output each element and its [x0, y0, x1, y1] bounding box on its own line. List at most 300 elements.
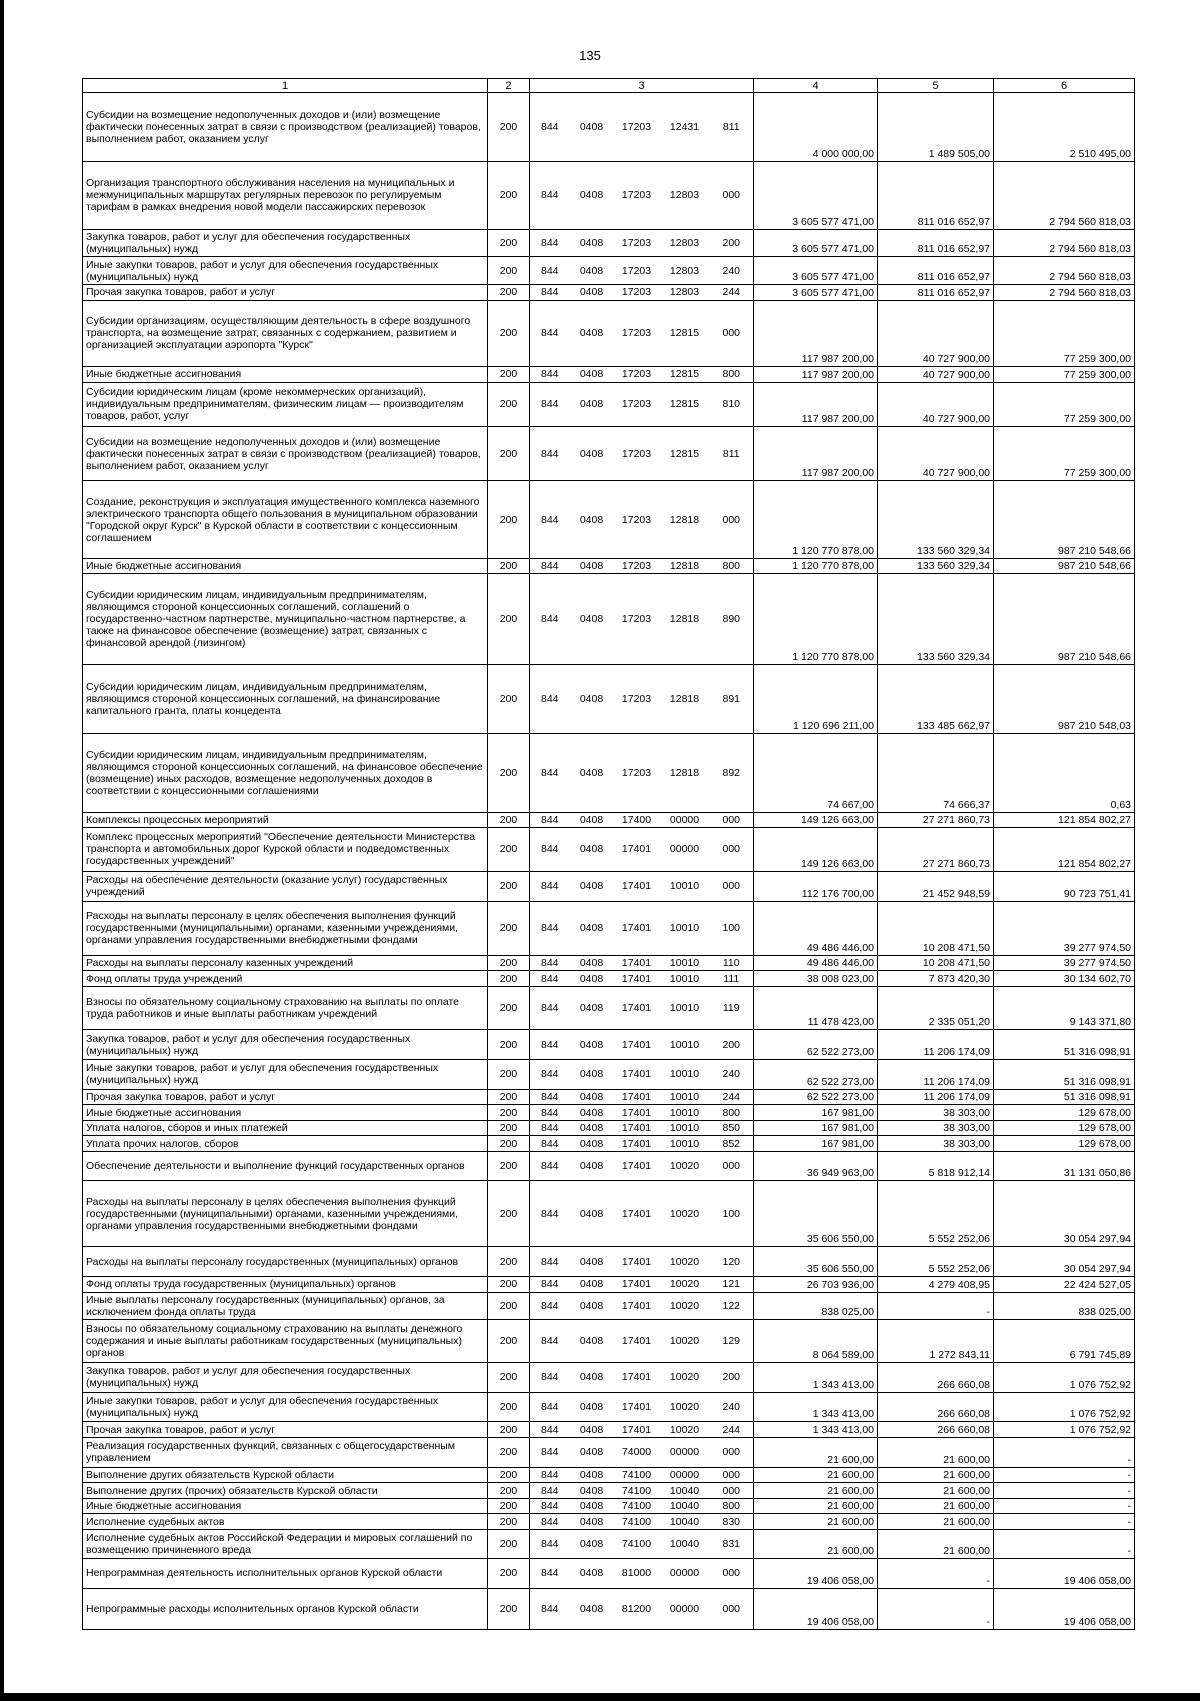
row-code-4: 74100: [614, 1498, 660, 1514]
row-code-4: 17203: [614, 285, 660, 301]
row-code-6: 890: [710, 574, 754, 665]
row-amount-3: 2 794 560 818,03: [994, 257, 1135, 285]
row-code-2: 844: [530, 427, 570, 481]
row-code-2: 844: [530, 574, 570, 665]
row-amount-1: 3 605 577 471,00: [754, 257, 878, 285]
table-row: [83, 382, 1135, 426]
row-code-1: 200: [488, 1105, 530, 1121]
row-amount-1: 35 606 550,00: [754, 1247, 878, 1277]
row-name: Непрограммная деятельность исполнительных органов Курской области: [83, 1558, 488, 1588]
header-col-5: 5: [878, 79, 994, 93]
row-amount-2: 74 666,37: [878, 734, 994, 813]
row-code-2: 844: [530, 1030, 570, 1060]
row-amount-3: 121 854 802,27: [994, 812, 1135, 828]
row-amount-1: 19 406 058,00: [754, 1558, 878, 1588]
row-code-1: 200: [488, 367, 530, 383]
row-amount-2: 10 208 471,50: [878, 901, 994, 955]
row-code-2: 844: [530, 1392, 570, 1422]
row-amount-1: 21 600,00: [754, 1467, 878, 1483]
row-code-4: 17203: [614, 229, 660, 257]
row-amount-1: 1 343 413,00: [754, 1422, 878, 1438]
row-code-4: 17401: [614, 1060, 660, 1090]
row-code-1: 200: [488, 1422, 530, 1438]
row-amount-2: 40 727 900,00: [878, 367, 994, 383]
row-code-4: 17401: [614, 1151, 660, 1180]
row-amount-1: 19 406 058,00: [754, 1588, 878, 1629]
row-name: Исполнение судебных актов Российской Федерации и мировых соглашений по возмещению причиненного вреда: [83, 1529, 488, 1558]
row-amount-3: 129 678,00: [994, 1105, 1135, 1121]
row-code-4: 17203: [614, 382, 660, 426]
row-code-6: 122: [710, 1292, 754, 1320]
row-code-3: 0408: [570, 162, 614, 230]
table-row: [83, 1467, 1135, 1483]
row-amount-1: 62 522 273,00: [754, 1030, 878, 1060]
table-row: [83, 367, 1135, 383]
row-code-4: 17401: [614, 1180, 660, 1247]
row-amount-3: 121 854 802,27: [994, 828, 1135, 871]
row-code-3: 0408: [570, 971, 614, 987]
row-code-1: 200: [488, 1120, 530, 1136]
row-code-3: 0408: [570, 901, 614, 955]
row-code-4: 17203: [614, 558, 660, 574]
row-code-6: 800: [710, 1105, 754, 1121]
row-amount-1: 49 486 446,00: [754, 955, 878, 971]
row-amount-1: 36 949 963,00: [754, 1151, 878, 1180]
row-code-6: 811: [710, 427, 754, 481]
row-amount-2: 38 303,00: [878, 1105, 994, 1121]
row-code-1: 200: [488, 1498, 530, 1514]
row-code-4: 17203: [614, 257, 660, 285]
row-code-6: 000: [710, 1483, 754, 1499]
row-amount-1: 21 600,00: [754, 1498, 878, 1514]
row-amount-2: -: [878, 1292, 994, 1320]
row-amount-1: 117 987 200,00: [754, 300, 878, 367]
row-code-2: 844: [530, 1151, 570, 1180]
row-amount-3: 9 143 371,80: [994, 986, 1135, 1029]
row-code-5: 12431: [660, 93, 710, 162]
row-name: Расходы на обеспечение деятельности (оказание услуг) государственных учреждений: [83, 871, 488, 901]
table-row: [83, 1320, 1135, 1362]
row-code-6: 244: [710, 1422, 754, 1438]
row-code-3: 0408: [570, 1180, 614, 1247]
row-code-6: 891: [710, 665, 754, 734]
row-amount-2: 133 560 329,34: [878, 481, 994, 559]
table-row: [83, 1514, 1135, 1530]
row-amount-3: 77 259 300,00: [994, 382, 1135, 426]
row-code-4: 74100: [614, 1529, 660, 1558]
row-amount-2: 21 600,00: [878, 1437, 994, 1467]
row-code-6: 200: [710, 229, 754, 257]
row-code-1: 200: [488, 558, 530, 574]
row-code-5: 00000: [660, 1558, 710, 1588]
row-code-1: 200: [488, 971, 530, 987]
row-code-2: 844: [530, 1498, 570, 1514]
row-name: Уплата налогов, сборов и иных платежей: [83, 1120, 488, 1136]
row-name: Прочая закупка товаров, работ и услуг: [83, 1422, 488, 1438]
row-name: Расходы на выплаты персоналу государственных (муниципальных) органов: [83, 1247, 488, 1277]
row-name: Иные бюджетные ассигнования: [83, 1105, 488, 1121]
row-code-3: 0408: [570, 1136, 614, 1152]
row-code-1: 200: [488, 1060, 530, 1090]
row-name: Расходы на выплаты персоналу казенных учреждений: [83, 955, 488, 971]
row-code-4: 81000: [614, 1558, 660, 1588]
row-code-3: 0408: [570, 1362, 614, 1392]
header-row: [83, 79, 1135, 93]
row-code-4: 17401: [614, 828, 660, 871]
row-amount-2: 21 600,00: [878, 1467, 994, 1483]
table-row: [83, 1060, 1135, 1090]
table-row: [83, 955, 1135, 971]
row-code-5: 12818: [660, 481, 710, 559]
row-amount-1: 117 987 200,00: [754, 382, 878, 426]
row-name: Комплекс процессных мероприятий "Обеспечение деятельности Министерства транспорта и автомобильных дорог Курской области и подведомственных государственных учреждений": [83, 828, 488, 871]
scan-edge-bottom: [0, 1693, 1200, 1701]
row-name: Субсидии на возмещение недополученных доходов и (или) возмещение фактически понесенных затрат в связи с производством (реализацией) товаров, выполнением работ, оказанием услуг: [83, 427, 488, 481]
row-code-6: 810: [710, 382, 754, 426]
row-amount-3: 2 510 495,00: [994, 93, 1135, 162]
table-row: [83, 1483, 1135, 1499]
row-code-6: 000: [710, 1467, 754, 1483]
row-code-3: 0408: [570, 828, 614, 871]
row-code-1: 200: [488, 300, 530, 367]
row-code-3: 0408: [570, 1292, 614, 1320]
row-code-1: 200: [488, 1483, 530, 1499]
row-code-5: 10020: [660, 1292, 710, 1320]
row-code-2: 844: [530, 1292, 570, 1320]
row-code-1: 200: [488, 734, 530, 813]
row-code-5: 12815: [660, 300, 710, 367]
row-code-4: 17401: [614, 1422, 660, 1438]
table-row: [83, 1588, 1135, 1629]
row-code-6: 800: [710, 558, 754, 574]
row-name: Субсидии юридическим лицам (кроме некоммерческих организаций), индивидуальным предпринимателям, физическим лицам — производителям товаров, работ, услуг: [83, 382, 488, 426]
row-code-3: 0408: [570, 955, 614, 971]
row-code-1: 200: [488, 665, 530, 734]
row-amount-1: 3 605 577 471,00: [754, 285, 878, 301]
row-amount-2: 27 271 860,73: [878, 828, 994, 871]
row-amount-2: 133 560 329,34: [878, 558, 994, 574]
table-row: [83, 229, 1135, 257]
row-code-2: 844: [530, 871, 570, 901]
row-code-2: 844: [530, 481, 570, 559]
row-amount-2: 2 335 051,20: [878, 986, 994, 1029]
row-name: Организация транспортного обслуживания населения на муниципальных и межмуниципальных маршрутах регулярных перевозок по регулируемым тарифам в рамках внедрения новой модели пассажирских перевозок: [83, 162, 488, 230]
row-code-5: 10020: [660, 1422, 710, 1438]
row-code-3: 0408: [570, 285, 614, 301]
row-code-1: 200: [488, 1089, 530, 1105]
table-body: [83, 79, 1135, 1630]
table-row: [83, 574, 1135, 665]
row-code-2: 844: [530, 734, 570, 813]
row-code-5: 10020: [660, 1362, 710, 1392]
row-code-3: 0408: [570, 1392, 614, 1422]
row-code-6: 100: [710, 901, 754, 955]
row-amount-1: 1 120 696 211,00: [754, 665, 878, 734]
row-code-2: 844: [530, 229, 570, 257]
row-code-5: 10040: [660, 1529, 710, 1558]
table-row: [83, 1558, 1135, 1588]
row-amount-2: 811 016 652,97: [878, 162, 994, 230]
row-code-4: 17203: [614, 574, 660, 665]
row-amount-3: 0,63: [994, 734, 1135, 813]
row-code-2: 844: [530, 971, 570, 987]
row-code-1: 200: [488, 382, 530, 426]
row-code-1: 200: [488, 1467, 530, 1483]
row-code-3: 0408: [570, 574, 614, 665]
row-code-5: 10020: [660, 1151, 710, 1180]
row-name: Исполнение судебных актов: [83, 1514, 488, 1530]
row-name: Взносы по обязательному социальному страхованию на выплаты по оплате труда работников и иные выплаты работникам учреждений: [83, 986, 488, 1029]
row-amount-1: 149 126 663,00: [754, 812, 878, 828]
row-code-2: 844: [530, 1514, 570, 1530]
row-amount-3: 19 406 058,00: [994, 1558, 1135, 1588]
row-amount-2: 811 016 652,97: [878, 285, 994, 301]
row-name: Уплата прочих налогов, сборов: [83, 1136, 488, 1152]
row-code-2: 844: [530, 986, 570, 1029]
row-code-2: 844: [530, 1558, 570, 1588]
row-amount-1: 62 522 273,00: [754, 1089, 878, 1105]
row-code-2: 844: [530, 162, 570, 230]
row-code-4: 17203: [614, 734, 660, 813]
row-code-3: 0408: [570, 93, 614, 162]
row-amount-3: 77 259 300,00: [994, 427, 1135, 481]
row-amount-2: 5 552 252,06: [878, 1247, 994, 1277]
row-amount-2: 811 016 652,97: [878, 257, 994, 285]
scan-edge-left: [0, 0, 4, 1701]
row-name: Прочая закупка товаров, работ и услуг: [83, 285, 488, 301]
row-amount-2: 5 552 252,06: [878, 1180, 994, 1247]
row-name: Непрограммные расходы исполнительных органов Курской области: [83, 1588, 488, 1629]
table-row: [83, 1136, 1135, 1152]
row-amount-3: 90 723 751,41: [994, 871, 1135, 901]
table-row: [83, 971, 1135, 987]
row-amount-1: 167 981,00: [754, 1136, 878, 1152]
row-code-1: 200: [488, 229, 530, 257]
row-code-3: 0408: [570, 734, 614, 813]
row-code-4: 17203: [614, 162, 660, 230]
row-amount-2: 21 600,00: [878, 1498, 994, 1514]
row-name: Выполнение других (прочих) обязательств Курской области: [83, 1483, 488, 1499]
row-amount-2: 21 600,00: [878, 1529, 994, 1558]
table-row: [83, 1180, 1135, 1247]
row-code-6: 240: [710, 1060, 754, 1090]
row-code-5: 10040: [660, 1498, 710, 1514]
row-code-1: 200: [488, 1558, 530, 1588]
row-amount-2: 7 873 420,30: [878, 971, 994, 987]
row-code-6: 811: [710, 93, 754, 162]
row-amount-2: 133 560 329,34: [878, 574, 994, 665]
row-amount-3: 6 791 745,89: [994, 1320, 1135, 1362]
row-code-2: 844: [530, 285, 570, 301]
row-amount-3: 987 210 548,66: [994, 574, 1135, 665]
row-code-2: 844: [530, 1422, 570, 1438]
row-code-3: 0408: [570, 1529, 614, 1558]
row-amount-1: 1 343 413,00: [754, 1392, 878, 1422]
row-code-1: 200: [488, 257, 530, 285]
row-amount-2: 21 600,00: [878, 1483, 994, 1499]
row-amount-1: 62 522 273,00: [754, 1060, 878, 1090]
row-name: Иные закупки товаров, работ и услуг для обеспечения государственных (муниципальных) нужд: [83, 1060, 488, 1090]
row-code-1: 200: [488, 1151, 530, 1180]
row-code-3: 0408: [570, 1247, 614, 1277]
row-code-4: 17401: [614, 1120, 660, 1136]
row-code-2: 844: [530, 382, 570, 426]
row-amount-2: 4 279 408,95: [878, 1277, 994, 1293]
row-code-5: 10010: [660, 986, 710, 1029]
row-code-6: 244: [710, 1089, 754, 1105]
row-code-6: 000: [710, 1558, 754, 1588]
row-amount-1: 21 600,00: [754, 1483, 878, 1499]
row-code-1: 200: [488, 1180, 530, 1247]
row-amount-3: -: [994, 1514, 1135, 1530]
row-code-4: 74100: [614, 1467, 660, 1483]
header-col-1: 1: [83, 79, 488, 93]
row-code-6: 121: [710, 1277, 754, 1293]
row-amount-3: 987 210 548,66: [994, 481, 1135, 559]
row-amount-2: 5 818 912,14: [878, 1151, 994, 1180]
row-amount-1: 112 176 700,00: [754, 871, 878, 901]
row-code-6: 800: [710, 367, 754, 383]
row-code-5: 12815: [660, 367, 710, 383]
row-code-6: 240: [710, 1392, 754, 1422]
row-code-5: 10010: [660, 1136, 710, 1152]
row-code-1: 200: [488, 1514, 530, 1530]
row-code-4: 17401: [614, 1362, 660, 1392]
row-amount-3: 39 277 974,50: [994, 955, 1135, 971]
row-amount-3: -: [994, 1437, 1135, 1467]
table-row: [83, 1247, 1135, 1277]
table-row: [83, 1151, 1135, 1180]
row-code-5: 00000: [660, 1437, 710, 1467]
row-amount-1: 21 600,00: [754, 1514, 878, 1530]
row-amount-1: 3 605 577 471,00: [754, 229, 878, 257]
row-name: Расходы на выплаты персоналу в целях обеспечения выполнения функций государственными (муниципальными) органами, казенными учреждениями, органами управления государственными внебюджетными фондами: [83, 1180, 488, 1247]
row-code-6: 200: [710, 1362, 754, 1392]
table-row: [83, 558, 1135, 574]
row-code-4: 17401: [614, 1247, 660, 1277]
row-code-4: 17401: [614, 1105, 660, 1121]
row-code-3: 0408: [570, 1120, 614, 1136]
row-name: Обеспечение деятельности и выполнение функций государственных органов: [83, 1151, 488, 1180]
row-code-5: 10020: [660, 1180, 710, 1247]
row-amount-3: 1 076 752,92: [994, 1362, 1135, 1392]
row-amount-1: 21 600,00: [754, 1529, 878, 1558]
row-amount-1: 3 605 577 471,00: [754, 162, 878, 230]
row-amount-2: 40 727 900,00: [878, 427, 994, 481]
row-code-3: 0408: [570, 871, 614, 901]
row-code-5: 00000: [660, 828, 710, 871]
row-code-3: 0408: [570, 986, 614, 1029]
row-code-4: 17203: [614, 427, 660, 481]
row-code-5: 10010: [660, 871, 710, 901]
row-code-5: 12815: [660, 382, 710, 426]
row-code-3: 0408: [570, 427, 614, 481]
row-code-5: 10010: [660, 1030, 710, 1060]
row-amount-3: 39 277 974,50: [994, 901, 1135, 955]
row-name: Фонд оплаты труда государственных (муниципальных) органов: [83, 1277, 488, 1293]
row-amount-2: 10 208 471,50: [878, 955, 994, 971]
table-row: [83, 1498, 1135, 1514]
row-code-5: 00000: [660, 1467, 710, 1483]
row-amount-3: 51 316 098,91: [994, 1089, 1135, 1105]
row-code-6: 200: [710, 1030, 754, 1060]
row-code-5: 12803: [660, 162, 710, 230]
row-code-3: 0408: [570, 257, 614, 285]
row-code-5: 10010: [660, 971, 710, 987]
row-amount-2: 1 489 505,00: [878, 93, 994, 162]
row-code-2: 844: [530, 558, 570, 574]
row-amount-2: 38 303,00: [878, 1136, 994, 1152]
table-row: [83, 1105, 1135, 1121]
row-code-2: 844: [530, 1136, 570, 1152]
row-code-3: 0408: [570, 1151, 614, 1180]
table-row: [83, 162, 1135, 230]
row-name: Расходы на выплаты персоналу в целях обеспечения выполнения функций государственными (муниципальными) органами, казенными учреждениями, органами управления государственными внебюджетными фондами: [83, 901, 488, 955]
row-amount-1: 117 987 200,00: [754, 367, 878, 383]
table-row: [83, 812, 1135, 828]
row-code-6: 000: [710, 481, 754, 559]
row-amount-1: 1 120 770 878,00: [754, 574, 878, 665]
row-code-5: 10020: [660, 1277, 710, 1293]
row-amount-2: 40 727 900,00: [878, 300, 994, 367]
row-code-2: 844: [530, 1105, 570, 1121]
row-code-4: 17401: [614, 986, 660, 1029]
row-code-1: 200: [488, 1277, 530, 1293]
row-code-5: 12818: [660, 734, 710, 813]
row-amount-2: 21 452 948,59: [878, 871, 994, 901]
row-code-4: 17203: [614, 481, 660, 559]
row-code-4: 17401: [614, 955, 660, 971]
row-amount-1: 49 486 446,00: [754, 901, 878, 955]
table-row: [83, 1392, 1135, 1422]
row-code-3: 0408: [570, 1558, 614, 1588]
row-code-4: 74100: [614, 1514, 660, 1530]
row-code-1: 200: [488, 812, 530, 828]
row-amount-1: 1 120 770 878,00: [754, 558, 878, 574]
row-code-1: 200: [488, 93, 530, 162]
row-code-1: 200: [488, 901, 530, 955]
row-code-1: 200: [488, 1529, 530, 1558]
row-code-6: 120: [710, 1247, 754, 1277]
row-amount-2: 38 303,00: [878, 1120, 994, 1136]
row-amount-2: 11 206 174,09: [878, 1030, 994, 1060]
table-row: [83, 828, 1135, 871]
row-code-1: 200: [488, 955, 530, 971]
row-code-6: 000: [710, 871, 754, 901]
row-amount-3: 987 210 548,03: [994, 665, 1135, 734]
row-code-1: 200: [488, 1588, 530, 1629]
row-code-5: 12818: [660, 665, 710, 734]
row-code-4: 81200: [614, 1588, 660, 1629]
table-row: [83, 1437, 1135, 1467]
row-code-2: 844: [530, 1483, 570, 1499]
row-code-5: 10020: [660, 1320, 710, 1362]
row-name: Субсидии юридическим лицам, индивидуальным предпринимателям, являющимся стороной концессионных соглашений, соглашений о государственно-частном партнерстве, муниципально-частном партнерстве, а также на финансовое обеспечение (возмещение) затрат, связанных с финансовой арендой (лизингом): [83, 574, 488, 665]
row-code-4: 17401: [614, 1089, 660, 1105]
row-code-1: 200: [488, 162, 530, 230]
row-code-3: 0408: [570, 1089, 614, 1105]
row-code-3: 0408: [570, 1498, 614, 1514]
row-code-1: 200: [488, 1136, 530, 1152]
row-amount-3: -: [994, 1483, 1135, 1499]
table-row: [83, 1089, 1135, 1105]
row-amount-3: 51 316 098,91: [994, 1030, 1135, 1060]
row-code-6: 000: [710, 300, 754, 367]
row-code-5: 10020: [660, 1392, 710, 1422]
page-number: 135: [579, 48, 601, 63]
row-name: Иные бюджетные ассигнования: [83, 367, 488, 383]
row-code-5: 10010: [660, 955, 710, 971]
